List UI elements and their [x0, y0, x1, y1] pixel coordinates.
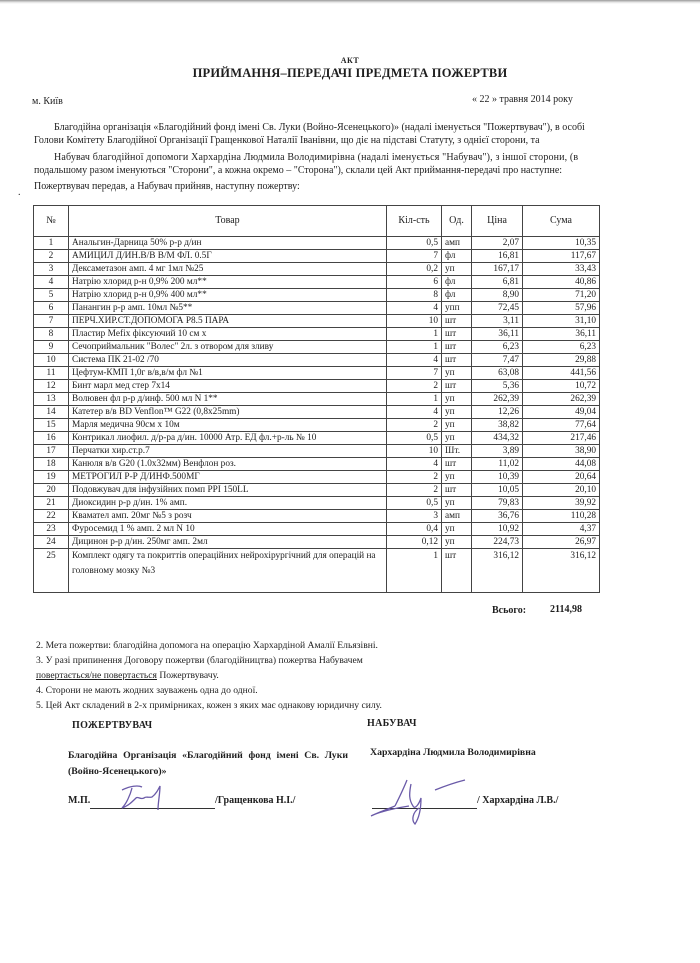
row-unit: упп: [442, 302, 472, 315]
row-unit: уп: [442, 497, 472, 510]
row-num: 3: [34, 263, 69, 276]
header-qty: Кіл-сть: [387, 206, 442, 237]
intro-line-3: Набувач благодійної допомоги Хархардіна Людмила Володимирівна (надалі іменується "Набувач"), з іншої сторони, (в: [54, 152, 579, 163]
row-sum: 31,10: [523, 315, 600, 328]
row-qty: 4: [387, 354, 442, 367]
row-qty: 6: [387, 276, 442, 289]
row-name: Катетер в/в BD Venflon™ G22 (0,8x25mm): [69, 406, 387, 419]
row-price: 11,02: [472, 458, 523, 471]
row-num: 1: [34, 237, 69, 250]
row-price: 63,08: [472, 367, 523, 380]
table-row: [34, 315, 600, 328]
row-name: Волювен фл р-р д/инф. 500 мл N 1**: [69, 393, 387, 406]
row-num: 14: [34, 406, 69, 419]
table-row: [34, 406, 600, 419]
row-qty: 7: [387, 367, 442, 380]
row-qty: 7: [387, 250, 442, 263]
table-row: [34, 497, 600, 510]
row-sum: 110,28: [523, 510, 600, 523]
donor-signature-icon: [118, 782, 178, 814]
row-sum: 49,04: [523, 406, 600, 419]
row-qty: 1: [387, 393, 442, 406]
row-unit: уп: [442, 263, 472, 276]
row-price: 3,11: [472, 315, 523, 328]
row-name: Марля медична 90см х 10м: [69, 419, 387, 432]
table-row: [34, 393, 600, 406]
row-sum: 29,88: [523, 354, 600, 367]
row-sum: 71,20: [523, 289, 600, 302]
table-row: [34, 380, 600, 393]
row-sum: 6,23: [523, 341, 600, 354]
row-price: 16,81: [472, 250, 523, 263]
row-unit: шт: [442, 549, 472, 593]
row-num: 17: [34, 445, 69, 458]
table-row: [34, 536, 600, 549]
row-unit: уп: [442, 367, 472, 380]
row-num: 6: [34, 302, 69, 315]
table-row: [34, 328, 600, 341]
table-header-row: [34, 206, 600, 237]
row-name: Подовжувач для інфузійних помп PPI 150LL: [69, 484, 387, 497]
row-num: 21: [34, 497, 69, 510]
row-price: 3,89: [472, 445, 523, 458]
table-row: [34, 237, 600, 250]
row-name: Анальгин-Дарница 50% р-р д/ин: [69, 237, 387, 250]
row-qty: 2: [387, 380, 442, 393]
row-sum: 10,35: [523, 237, 600, 250]
row-price: 72,45: [472, 302, 523, 315]
row-name: Натрію хлорид р-н 0,9% 400 мл**: [69, 289, 387, 302]
row-unit: шт: [442, 354, 472, 367]
row-num: 16: [34, 432, 69, 445]
header-sum: Сума: [523, 206, 600, 237]
table-row: [34, 549, 600, 593]
row-unit: уп: [442, 419, 472, 432]
row-price: 224,73: [472, 536, 523, 549]
row-qty: 4: [387, 302, 442, 315]
row-name: Фуросемид 1 % амп. 2 мл N 10: [69, 523, 387, 536]
row-name: Цефтум-КМП 1,0г в/в,в/м фл №1: [69, 367, 387, 380]
header-name: Товар: [69, 206, 387, 237]
row-qty: 1: [387, 341, 442, 354]
recipient-signature-icon: [365, 776, 480, 828]
row-qty: 0,5: [387, 497, 442, 510]
row-price: 2,07: [472, 237, 523, 250]
row-price: 6,23: [472, 341, 523, 354]
recipient-signatory: / Хархардіна Л.В./: [477, 795, 559, 806]
donor-signatory: /Гращенкова Н.І./: [215, 795, 296, 806]
row-unit: уп: [442, 393, 472, 406]
row-name: Квамател амп. 20мг №5 з розч: [69, 510, 387, 523]
row-num: 23: [34, 523, 69, 536]
row-price: 38,82: [472, 419, 523, 432]
row-unit: шт: [442, 328, 472, 341]
row-name: Пластир Mefix фіксуючий 10 см х: [69, 328, 387, 341]
row-sum: 316,12: [523, 549, 600, 593]
row-qty: 0,5: [387, 237, 442, 250]
row-name: Панангин р-р амп. 10мл №5**: [69, 302, 387, 315]
note-3-underlined: повертається/не повертається: [36, 670, 157, 681]
intro-line-1: Благодійна організація «Благодійний фонд імені Св. Луки (Войно-Ясенецького)» (надалі іменується "Пожертвувач"), в особі: [54, 122, 585, 133]
row-num: 18: [34, 458, 69, 471]
row-sum: 26,97: [523, 536, 600, 549]
scan-edge-shadow: [0, 0, 700, 4]
row-num: 15: [34, 419, 69, 432]
row-name: Диоксидин р-р д/ин. 1% амп.: [69, 497, 387, 510]
row-name: АМИЦИЛ Д/ИН.В/В В/М ФЛ. 0.5Г: [69, 250, 387, 263]
row-unit: фл: [442, 250, 472, 263]
row-unit: шт: [442, 315, 472, 328]
row-name: Натрію хлорид р-н 0,9% 200 мл**: [69, 276, 387, 289]
row-sum: 40,86: [523, 276, 600, 289]
total-label: Всього:: [492, 605, 527, 616]
donor-organization: Благодійна Організація «Благодійний фонд імені Св. Луки (Войно-Ясенецького)»: [68, 750, 348, 777]
row-price: 79,83: [472, 497, 523, 510]
row-sum: 38,90: [523, 445, 600, 458]
row-unit: уп: [442, 523, 472, 536]
row-unit: амп: [442, 510, 472, 523]
row-price: 434,32: [472, 432, 523, 445]
row-price: 36,76: [472, 510, 523, 523]
table-row: [34, 341, 600, 354]
row-sum: 441,56: [523, 367, 600, 380]
row-qty: 2: [387, 471, 442, 484]
note-2: 2. Мета пожертви: благодійна допомога на операцію Хархардіной Амалії Ельязівні.: [36, 640, 378, 651]
row-qty: 0,5: [387, 432, 442, 445]
row-price: 167,17: [472, 263, 523, 276]
row-sum: 44,08: [523, 458, 600, 471]
row-num: 25: [34, 549, 69, 593]
row-price: 316,12: [472, 549, 523, 593]
row-name: Комплект одягу та покриттів операційних нейрохірургічний для операцій на головному мозку №3: [69, 549, 387, 593]
recipient-name: Хархардіна Людмила Володимирівна: [370, 747, 536, 758]
header-num: №: [34, 206, 69, 237]
table-row: [34, 484, 600, 497]
row-price: 8,90: [472, 289, 523, 302]
row-price: 36,11: [472, 328, 523, 341]
table-row: [34, 263, 600, 276]
row-sum: 4,37: [523, 523, 600, 536]
row-price: 6,81: [472, 276, 523, 289]
row-num: 11: [34, 367, 69, 380]
seal-label: М.П.: [68, 795, 91, 806]
table-row: [34, 458, 600, 471]
recipient-role-heading: НАБУВАЧ: [367, 718, 417, 729]
row-num: 13: [34, 393, 69, 406]
row-name: Бинт марл мед стер 7х14: [69, 380, 387, 393]
row-qty: 10: [387, 315, 442, 328]
row-sum: 20,10: [523, 484, 600, 497]
row-qty: 2: [387, 484, 442, 497]
row-num: 2: [34, 250, 69, 263]
row-num: 20: [34, 484, 69, 497]
note-5: 5. Цей Акт складений в 2-х примірниках, кожен з яких має однакову юридичну силу.: [36, 700, 382, 711]
row-num: 8: [34, 328, 69, 341]
notes-section: [36, 638, 382, 713]
row-name: Перчатки хир.ст.р.7: [69, 445, 387, 458]
table-row: [34, 354, 600, 367]
row-unit: фл: [442, 276, 472, 289]
row-sum: 217,46: [523, 432, 600, 445]
row-sum: 36,11: [523, 328, 600, 341]
total-value: 2114,98: [550, 604, 582, 615]
table-row: [34, 523, 600, 536]
row-num: 5: [34, 289, 69, 302]
table-row: [34, 250, 600, 263]
intro-line-2: Голови Комітету Благодійної Організації Гращенкової Наталії Іванівни, що діє на підставі Статуту, з однієї сторони, та: [34, 135, 540, 146]
row-qty: 10: [387, 445, 442, 458]
row-sum: 262,39: [523, 393, 600, 406]
row-num: 24: [34, 536, 69, 549]
note-3-line-1: 3. У разі припинення Договору пожертви (благодійництва) пожертва Набувачем: [36, 655, 363, 666]
row-name: ПЕРЧ.ХИР.СТ.ДОПОМОГА Р8.5 ПАРА: [69, 315, 387, 328]
table-row: [34, 289, 600, 302]
row-name: МЕТРОГИЛ Р-Р Д/ИНФ.500МГ: [69, 471, 387, 484]
row-unit: уп: [442, 406, 472, 419]
table-row: [34, 471, 600, 484]
row-sum: 117,67: [523, 250, 600, 263]
table-row: [34, 276, 600, 289]
row-unit: шт: [442, 458, 472, 471]
margin-dot: .: [18, 187, 21, 198]
row-name: Дицинон р-р д/ин. 250мг амп. 2мл: [69, 536, 387, 549]
row-num: 19: [34, 471, 69, 484]
row-price: 10,92: [472, 523, 523, 536]
note-3-rest: Пожертвувачу.: [156, 670, 219, 681]
table-row: [34, 445, 600, 458]
row-qty: 3: [387, 510, 442, 523]
row-name: Система ПК 21-02 /70: [69, 354, 387, 367]
row-price: 5,36: [472, 380, 523, 393]
row-price: 262,39: [472, 393, 523, 406]
row-sum: 33,43: [523, 263, 600, 276]
row-unit: фл: [442, 289, 472, 302]
row-sum: 20,64: [523, 471, 600, 484]
row-sum: 39,92: [523, 497, 600, 510]
row-price: 12,26: [472, 406, 523, 419]
city: м. Київ: [32, 96, 63, 107]
row-sum: 57,96: [523, 302, 600, 315]
act-label: АКТ: [340, 56, 360, 65]
goods-table: [33, 205, 600, 593]
row-unit: уп: [442, 471, 472, 484]
row-qty: 8: [387, 289, 442, 302]
row-name: Дексаметазон амп. 4 мг 1мл №25: [69, 263, 387, 276]
row-qty: 0,12: [387, 536, 442, 549]
row-qty: 0,2: [387, 263, 442, 276]
row-qty: 4: [387, 406, 442, 419]
note-3-line-2: [36, 668, 382, 683]
row-num: 10: [34, 354, 69, 367]
table-row: [34, 432, 600, 445]
row-unit: шт: [442, 380, 472, 393]
row-price: 10,39: [472, 471, 523, 484]
row-name: Канюля в/в G20 (1.0x32мм) Венфлон роз.: [69, 458, 387, 471]
header-price: Ціна: [472, 206, 523, 237]
row-unit: Шт.: [442, 445, 472, 458]
header-unit: Од.: [442, 206, 472, 237]
document-title: ПРИЙМАННЯ–ПЕРЕДАЧІ ПРЕДМЕТА ПОЖЕРТВИ: [192, 66, 508, 80]
row-price: 10,05: [472, 484, 523, 497]
donor-role-heading: ПОЖЕРТВУВАЧ: [72, 720, 153, 731]
row-qty: 2: [387, 419, 442, 432]
intro-line-5: Пожертвувач передав, а Набувач прийняв, наступну пожертву:: [34, 181, 300, 192]
note-4: 4. Сторони не мають жодних зауважень одна до одної.: [36, 685, 258, 696]
row-sum: 77,64: [523, 419, 600, 432]
row-sum: 10,72: [523, 380, 600, 393]
row-qty: 1: [387, 328, 442, 341]
row-num: 22: [34, 510, 69, 523]
row-unit: шт: [442, 341, 472, 354]
row-num: 7: [34, 315, 69, 328]
row-num: 12: [34, 380, 69, 393]
row-unit: уп: [442, 536, 472, 549]
row-qty: 4: [387, 458, 442, 471]
row-name: Контрикал лиофил. д/р-ра д/ин. 10000 Атр. ЕД фл.+р-ль № 10: [69, 432, 387, 445]
intro-line-4: подальшому разом іменуються "Сторони", а кожна окремо – "Сторона"), склали цей Акт приймання-передачі про наступне:: [34, 165, 563, 176]
row-num: 9: [34, 341, 69, 354]
row-unit: шт: [442, 484, 472, 497]
row-qty: 1: [387, 549, 442, 593]
table-row: [34, 419, 600, 432]
document-date: « 22 » травня 2014 року: [472, 94, 573, 105]
row-unit: уп: [442, 432, 472, 445]
table-row: [34, 302, 600, 315]
row-qty: 0,4: [387, 523, 442, 536]
row-num: 4: [34, 276, 69, 289]
row-name: Сечоприймальник "Волес" 2л. з отвором для зливу: [69, 341, 387, 354]
table-row: [34, 367, 600, 380]
table-row: [34, 510, 600, 523]
row-unit: амп: [442, 237, 472, 250]
row-price: 7,47: [472, 354, 523, 367]
